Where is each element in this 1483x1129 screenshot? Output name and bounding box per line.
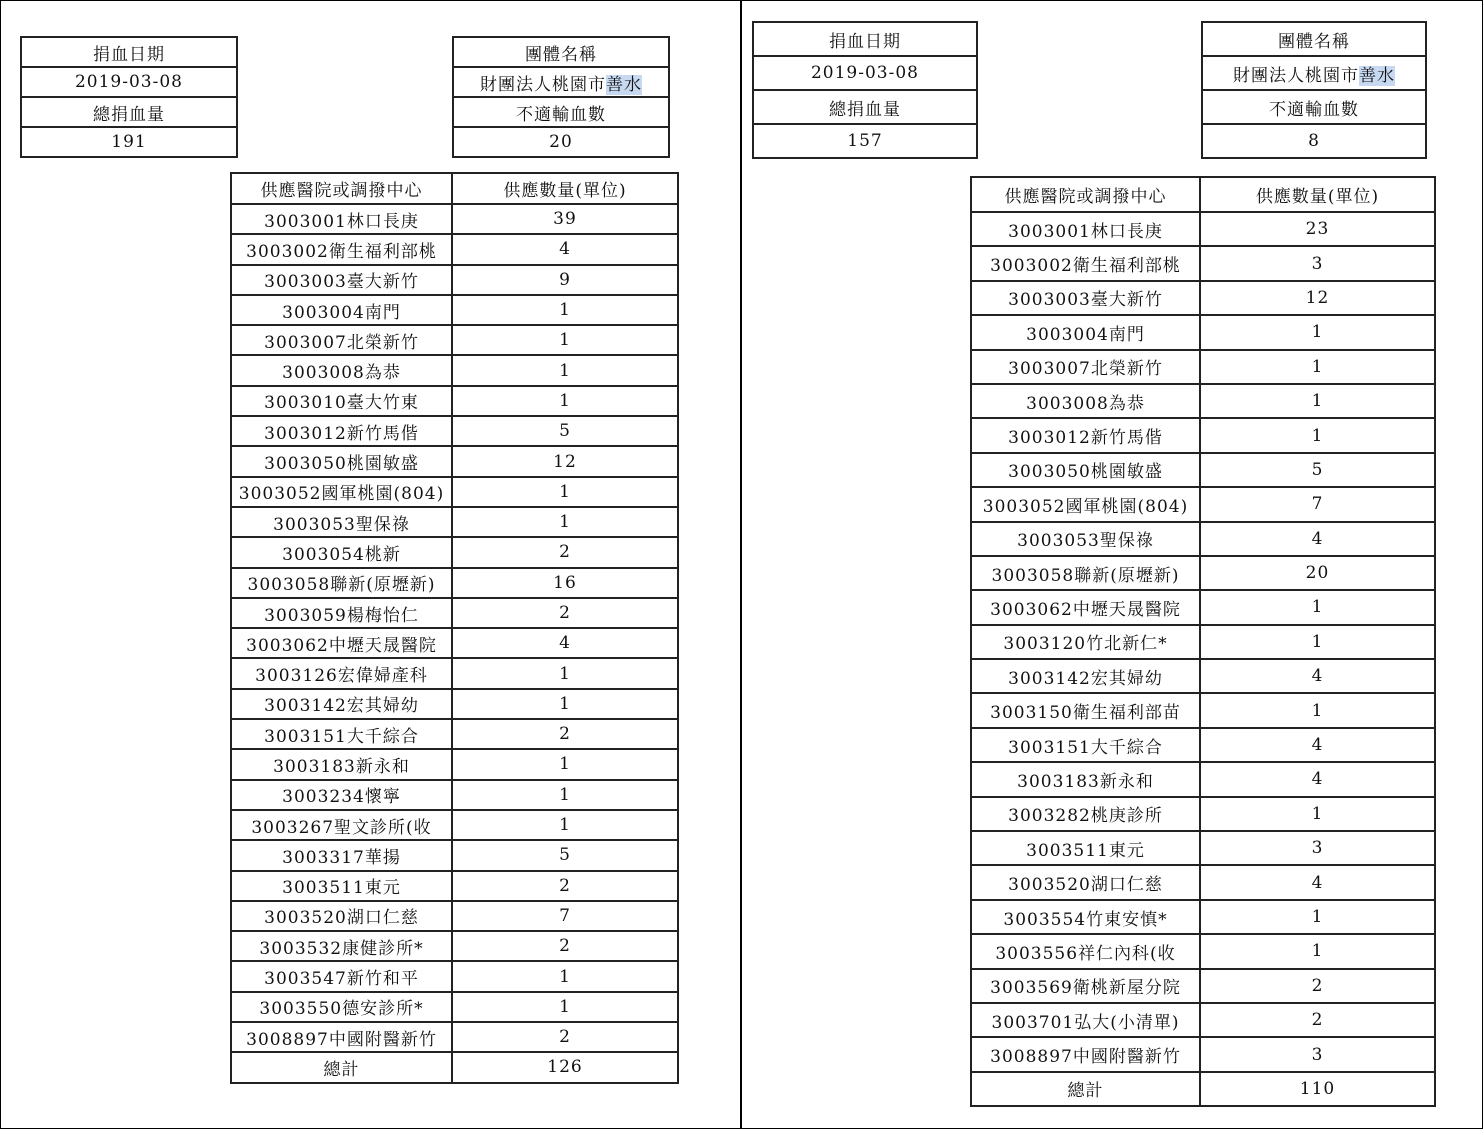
right-group-value	[1202, 56, 1426, 90]
supply-qty-cell: 1	[452, 295, 678, 325]
table-row	[231, 871, 678, 901]
supply-qty-cell: 1	[1200, 315, 1435, 349]
supply-qty-cell: 4	[1200, 659, 1435, 693]
supply-qty-cell: 12	[452, 446, 678, 476]
table-row	[971, 693, 1435, 727]
supply-center-cell: 3003062中壢天晟醫院	[971, 590, 1200, 624]
supply-qty-cell: 1	[452, 477, 678, 507]
supply-center-cell: 3003150衛生福利部苗	[971, 693, 1200, 727]
supply-qty-cell: 5	[452, 840, 678, 870]
table-row	[231, 598, 678, 628]
supply-center-cell: 3003053聖保祿	[231, 507, 452, 537]
supply-center-cell: 3003532康健診所*	[231, 931, 452, 961]
supply-qty-cell: 7	[1200, 487, 1435, 521]
table-row	[971, 384, 1435, 418]
supply-qty-cell: 1	[452, 810, 678, 840]
supply-center-cell: 3003554竹東安慎*	[971, 900, 1200, 934]
supply-center-cell: 3003001林口長庚	[971, 212, 1200, 246]
table-row	[231, 749, 678, 779]
supply-qty-cell: 39	[452, 204, 678, 234]
supply-center-cell: 3003053聖保祿	[971, 522, 1200, 556]
supply-center-cell: 3003142宏其婦幼	[231, 689, 452, 719]
table-row	[971, 315, 1435, 349]
supply-center-cell: 3003012新竹馬偕	[971, 418, 1200, 452]
right-group-label: 團體名稱	[1202, 22, 1426, 56]
supply-center-cell: 3003012新竹馬偕	[231, 416, 452, 446]
table-row	[971, 1003, 1435, 1037]
supply-qty-cell: 1	[1200, 797, 1435, 831]
supply-qty-cell: 1	[1200, 418, 1435, 452]
right-total-label: 總捐血量	[753, 90, 977, 124]
right-date-table	[752, 21, 978, 159]
supply-qty-cell: 4	[1200, 762, 1435, 796]
right-date-label: 捐血日期	[753, 22, 977, 56]
table-row	[231, 810, 678, 840]
supply-qty-cell: 1	[1200, 693, 1435, 727]
supply-qty-cell: 2	[452, 719, 678, 749]
supply-qty-cell: 1	[452, 507, 678, 537]
table-row	[971, 969, 1435, 1003]
right-supply-table	[970, 176, 1436, 1107]
supply-qty-cell: 1	[452, 325, 678, 355]
table-row	[231, 386, 678, 416]
table-row	[231, 992, 678, 1022]
supply-qty-cell: 1	[1200, 350, 1435, 384]
right-group-value-b: 善水	[1359, 65, 1395, 86]
supply-qty-cell: 3	[1200, 1037, 1435, 1071]
supply-center-cell: 3003052國軍桃園(804)	[971, 487, 1200, 521]
supply-center-cell: 3003058聯新(原壢新)	[971, 556, 1200, 590]
supply-qty-cell: 2	[452, 598, 678, 628]
supply-qty-cell: 4	[1200, 728, 1435, 762]
supply-center-cell: 3003120竹北新仁*	[971, 625, 1200, 659]
left-date-table	[20, 36, 238, 158]
supply-qty-cell: 2	[1200, 969, 1435, 1003]
supply-qty-cell: 1	[452, 961, 678, 991]
supply-center-cell: 3008897中國附醫新竹	[971, 1037, 1200, 1071]
supply-qty-cell: 1	[1200, 625, 1435, 659]
table-row	[231, 355, 678, 385]
table-row	[971, 865, 1435, 899]
supply-center-cell: 3003004南門	[231, 295, 452, 325]
supply-center-cell: 3003050桃園敏盛	[971, 453, 1200, 487]
supply-center-cell: 3003183新永和	[971, 762, 1200, 796]
supply-center-cell: 3003003臺大新竹	[971, 281, 1200, 315]
supply-center-cell: 3003267聖文診所(收	[231, 810, 452, 840]
table-row	[231, 537, 678, 567]
supply-center-cell: 3003052國軍桃園(804)	[231, 477, 452, 507]
supply-center-cell: 3003054桃新	[231, 537, 452, 567]
supply-center-cell: 3003050桃園敏盛	[231, 446, 452, 476]
table-row	[971, 1037, 1435, 1071]
table-row	[231, 961, 678, 991]
table-row	[971, 590, 1435, 624]
table-row	[231, 901, 678, 931]
supply-center-cell: 3003142宏其婦幼	[971, 659, 1200, 693]
table-row	[231, 265, 678, 295]
left-total-value: 191	[21, 127, 237, 157]
right-unfit-value: 8	[1202, 124, 1426, 158]
supply-center-cell: 3003520湖口仁慈	[231, 901, 452, 931]
supply-center-cell: 3003004南門	[971, 315, 1200, 349]
supply-center-cell: 3003701弘大(小清單)	[971, 1003, 1200, 1037]
table-row	[231, 628, 678, 658]
supply-qty-cell: 4	[452, 628, 678, 658]
right-group-value-a: 財團法人桃園市	[1233, 65, 1359, 86]
supply-qty-cell: 2	[452, 931, 678, 961]
table-row	[231, 840, 678, 870]
table-row	[231, 1022, 678, 1052]
table-row	[971, 831, 1435, 865]
panel-divider	[740, 0, 742, 1129]
table-row	[971, 900, 1435, 934]
left-date-label: 捐血日期	[21, 37, 237, 67]
left-group-value-a: 財團法人桃園市	[480, 74, 606, 95]
supply-center-cell: 3003058聯新(原壢新)	[231, 568, 452, 598]
supply-qty-cell: 1	[452, 386, 678, 416]
table-row	[971, 797, 1435, 831]
supply-qty-cell: 1	[452, 355, 678, 385]
supply-center-cell: 3003059楊梅怡仁	[231, 598, 452, 628]
supply-center-cell: 3003008為恭	[971, 384, 1200, 418]
supply-qty-cell: 1	[452, 992, 678, 1022]
total-label-cell: 總計	[231, 1052, 452, 1082]
supply-qty-cell: 1	[452, 689, 678, 719]
supply-qty-cell: 5	[1200, 453, 1435, 487]
table-row	[971, 281, 1435, 315]
supply-center-cell: 3003569衛桃新屋分院	[971, 969, 1200, 1003]
supply-qty-cell: 4	[1200, 865, 1435, 899]
supply-qty-cell: 1	[452, 780, 678, 810]
left-supply-table	[230, 172, 679, 1084]
table-row	[971, 659, 1435, 693]
table-row	[231, 204, 678, 234]
table-row	[971, 728, 1435, 762]
supply-center-cell: 3003007北榮新竹	[231, 325, 452, 355]
left-group-value	[453, 67, 669, 97]
supply-center-cell: 3003520湖口仁慈	[971, 865, 1200, 899]
supply-qty-cell: 20	[1200, 556, 1435, 590]
left-header-center: 供應醫院或調撥中心	[231, 173, 452, 204]
supply-center-cell: 3003282桃庚診所	[971, 797, 1200, 831]
supply-center-cell: 3003007北榮新竹	[971, 350, 1200, 384]
supply-center-cell: 3003010臺大竹東	[231, 386, 452, 416]
right-date-value: 2019-03-08	[753, 56, 977, 90]
supply-qty-cell: 1	[1200, 384, 1435, 418]
supply-qty-cell: 5	[452, 416, 678, 446]
right-total-value: 157	[753, 124, 977, 158]
table-row	[971, 625, 1435, 659]
right-header-qty: 供應數量(單位)	[1200, 177, 1435, 212]
table-row	[971, 934, 1435, 968]
table-row	[231, 295, 678, 325]
left-date-value: 2019-03-08	[21, 67, 237, 97]
supply-qty-cell: 2	[452, 1022, 678, 1052]
supply-qty-cell: 23	[1200, 212, 1435, 246]
table-row	[231, 507, 678, 537]
table-row	[971, 246, 1435, 280]
table-row	[971, 522, 1435, 556]
total-value-cell: 110	[1200, 1072, 1435, 1106]
supply-qty-cell: 7	[452, 901, 678, 931]
table-row	[971, 350, 1435, 384]
left-group-value-b: 善水	[606, 74, 642, 95]
supply-qty-cell: 3	[1200, 831, 1435, 865]
left-header-qty: 供應數量(單位)	[452, 173, 678, 204]
total-value-cell: 126	[452, 1052, 678, 1082]
supply-center-cell: 3003550德安診所*	[231, 992, 452, 1022]
table-row	[231, 719, 678, 749]
right-group-table	[1201, 21, 1427, 159]
left-unfit-value: 20	[453, 127, 669, 157]
table-row	[231, 446, 678, 476]
supply-qty-cell: 1	[452, 749, 678, 779]
supply-center-cell: 3003547新竹和平	[231, 961, 452, 991]
supply-center-cell: 3003511東元	[231, 871, 452, 901]
left-unfit-label: 不適輸血數	[453, 97, 669, 127]
table-row	[231, 931, 678, 961]
supply-qty-cell: 1	[1200, 934, 1435, 968]
supply-qty-cell: 2	[452, 537, 678, 567]
supply-qty-cell: 16	[452, 568, 678, 598]
supply-center-cell: 3003183新永和	[231, 749, 452, 779]
supply-qty-cell: 4	[1200, 522, 1435, 556]
table-row	[231, 416, 678, 446]
right-header-center: 供應醫院或調撥中心	[971, 177, 1200, 212]
table-row	[971, 453, 1435, 487]
table-row	[231, 234, 678, 264]
table-row	[231, 568, 678, 598]
supply-center-cell: 3003511東元	[971, 831, 1200, 865]
supply-center-cell: 3003234懷寧	[231, 780, 452, 810]
table-row	[971, 418, 1435, 452]
supply-center-cell: 3003151大千綜合	[971, 728, 1200, 762]
supply-qty-cell: 1	[1200, 590, 1435, 624]
total-row	[971, 1072, 1435, 1106]
table-row	[231, 477, 678, 507]
supply-qty-cell: 2	[452, 871, 678, 901]
supply-qty-cell: 4	[452, 234, 678, 264]
supply-qty-cell: 3	[1200, 246, 1435, 280]
left-total-label: 總捐血量	[21, 97, 237, 127]
table-row	[971, 212, 1435, 246]
supply-qty-cell: 1	[1200, 900, 1435, 934]
table-row	[231, 689, 678, 719]
supply-center-cell: 3003556祥仁內科(收	[971, 934, 1200, 968]
left-group-table	[452, 36, 670, 158]
supply-center-cell: 3003002衛生福利部桃	[231, 234, 452, 264]
table-row	[231, 780, 678, 810]
total-label-cell: 總計	[971, 1072, 1200, 1106]
table-row	[971, 487, 1435, 521]
supply-center-cell: 3003003臺大新竹	[231, 265, 452, 295]
supply-center-cell: 3003126宏偉婦產科	[231, 658, 452, 688]
supply-qty-cell: 1	[452, 658, 678, 688]
supply-center-cell: 3003002衛生福利部桃	[971, 246, 1200, 280]
supply-qty-cell: 12	[1200, 281, 1435, 315]
supply-center-cell: 3003062中壢天晟醫院	[231, 628, 452, 658]
table-row	[971, 762, 1435, 796]
total-row	[231, 1052, 678, 1082]
supply-qty-cell: 2	[1200, 1003, 1435, 1037]
table-row	[231, 325, 678, 355]
table-row	[971, 556, 1435, 590]
supply-center-cell: 3003317華揚	[231, 840, 452, 870]
supply-qty-cell: 9	[452, 265, 678, 295]
table-row	[231, 658, 678, 688]
supply-center-cell: 3003008為恭	[231, 355, 452, 385]
left-group-label: 團體名稱	[453, 37, 669, 67]
supply-center-cell: 3003151大千綜合	[231, 719, 452, 749]
right-unfit-label: 不適輸血數	[1202, 90, 1426, 124]
supply-center-cell: 3008897中國附醫新竹	[231, 1022, 452, 1052]
supply-center-cell: 3003001林口長庚	[231, 204, 452, 234]
